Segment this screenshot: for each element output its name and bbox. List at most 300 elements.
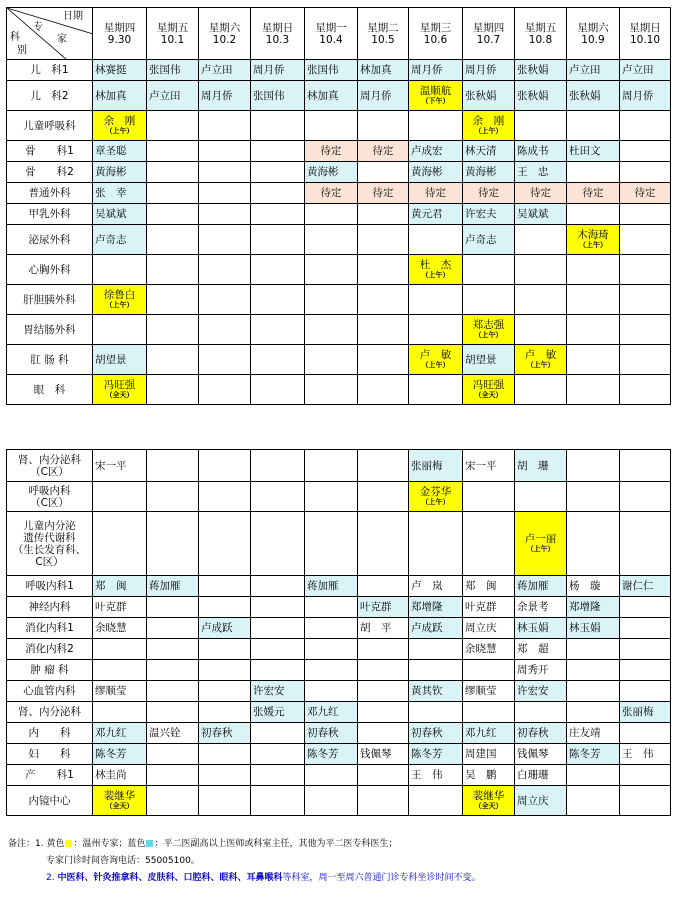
schedule-cell <box>251 204 305 225</box>
schedule-cell <box>567 60 620 81</box>
schedule-cell <box>305 81 358 111</box>
schedule-cell <box>409 225 463 255</box>
schedule-cell <box>463 618 515 639</box>
schedule-cell <box>199 255 251 285</box>
schedule-row <box>7 450 671 482</box>
schedule-cell <box>251 482 305 512</box>
schedule-cell <box>305 618 358 639</box>
schedule-cell <box>358 285 409 315</box>
schedule-cell <box>305 639 358 660</box>
schedule-cell <box>515 81 567 111</box>
schedule-cell <box>409 204 463 225</box>
schedule-cell <box>567 512 620 576</box>
schedule-cell <box>93 111 147 141</box>
schedule-cell <box>567 702 620 723</box>
department-label: 心胸外科 <box>7 255 93 285</box>
schedule-cell <box>93 345 147 375</box>
day-header <box>305 8 358 60</box>
doctor-name: 胡 平 <box>360 622 392 634</box>
schedule-cell <box>199 285 251 315</box>
doctor-name: 宋一平 <box>465 459 497 472</box>
schedule-cell <box>305 597 358 618</box>
schedule-cell <box>147 225 199 255</box>
schedule-cell <box>199 111 251 141</box>
schedule-cell <box>93 597 147 618</box>
schedule-cell <box>567 786 620 816</box>
doctor-name: 黄海彬 <box>465 166 497 178</box>
schedule-cell <box>620 744 671 765</box>
schedule-cell <box>251 660 305 681</box>
schedule-cell <box>620 702 671 723</box>
department-label: 肝胆胰外科 <box>7 285 93 315</box>
doctor-name: 张国伟 <box>307 64 339 76</box>
doctor-name: 郑 闽 <box>465 580 497 592</box>
schedule-row <box>7 255 671 285</box>
schedule-cell <box>620 597 671 618</box>
schedule-cell <box>515 723 567 744</box>
doctor-name: 杨 璇 <box>569 580 601 592</box>
schedule-cell <box>463 765 515 786</box>
doctor-name: 余 刚 <box>103 115 136 127</box>
schedule-cell <box>147 597 199 618</box>
doctor-name: 宋一平 <box>95 459 127 472</box>
schedule-cell <box>567 183 620 204</box>
schedule-cell <box>515 660 567 681</box>
day-header <box>199 8 251 60</box>
department-label: 神经内科 <box>7 597 93 618</box>
doctor-name: 裴继华 <box>103 790 136 802</box>
schedule-cell <box>251 702 305 723</box>
schedule-cell <box>358 512 409 576</box>
doctor-name: 陈冬芳 <box>95 748 127 760</box>
schedule-cell <box>147 81 199 111</box>
schedule-cell <box>620 285 671 315</box>
schedule-cell <box>620 255 671 285</box>
doctor-name: 陈成书 <box>517 145 549 157</box>
weekday-label: 星期二 <box>367 21 399 34</box>
weekday-label: 星期日 <box>629 21 661 34</box>
schedule-cell <box>251 183 305 204</box>
doctor-name: 胡望景 <box>465 353 497 366</box>
schedule-cell <box>463 225 515 255</box>
doctor-name: 张秋娟 <box>569 89 601 102</box>
session-note: （上午） <box>105 127 134 135</box>
schedule-cell <box>305 786 358 816</box>
doctor-name: 待定 <box>425 187 446 199</box>
schedule-cell <box>199 375 251 405</box>
department-label: 心血管内科 <box>7 681 93 702</box>
schedule-cell <box>199 315 251 345</box>
schedule-cell <box>93 639 147 660</box>
doctor-name: 钱佩琴 <box>517 748 549 760</box>
schedule-row <box>7 786 671 816</box>
doctor-name: 杜 杰 <box>419 259 452 271</box>
schedule-cell <box>305 744 358 765</box>
schedule-cell <box>409 255 463 285</box>
doctor-name: 周月侨 <box>253 64 285 76</box>
notes-depts: 中医科、针灸推拿科、皮肤科、口腔科、眼科、耳鼻喉科 <box>57 873 283 883</box>
session-note: （上午） <box>579 241 607 249</box>
schedule-cell <box>620 81 671 111</box>
doctor-name: 叶克群 <box>360 601 392 613</box>
schedule-cell <box>358 681 409 702</box>
session-note: （上午） <box>474 331 503 339</box>
schedule-cell <box>147 660 199 681</box>
schedule-cell <box>620 618 671 639</box>
schedule-cell <box>199 786 251 816</box>
doctor-name: 吴斌斌 <box>517 208 549 220</box>
schedule-cell <box>409 141 463 162</box>
schedule-cell <box>463 482 515 512</box>
doctor-name: 余晓慧 <box>95 622 127 634</box>
schedule-cell <box>620 60 671 81</box>
schedule-cell <box>251 111 305 141</box>
date-label: 10.10 <box>629 33 661 46</box>
doctor-name: 待定 <box>320 145 342 157</box>
schedule-row <box>7 660 671 681</box>
schedule-cell <box>409 597 463 618</box>
schedule-row <box>7 60 671 81</box>
doctor-name: 林圭尚 <box>95 769 127 781</box>
schedule-row <box>7 482 671 512</box>
schedule-cell <box>147 576 199 597</box>
schedule-cell <box>620 723 671 744</box>
blue-swatch <box>146 840 153 847</box>
doctor-name: 郑增隆 <box>569 601 601 613</box>
doctor-name: 周立庆 <box>517 794 549 807</box>
department-label: 妇 科 <box>7 744 93 765</box>
doctor-name: 郑 超 <box>517 643 549 655</box>
schedule-cell <box>567 681 620 702</box>
schedule-cell <box>567 744 620 765</box>
schedule-cell <box>147 162 199 183</box>
schedule-cell <box>515 183 567 204</box>
doctor-name: 周建国 <box>465 748 497 760</box>
schedule-row <box>7 597 671 618</box>
schedule-cell <box>305 681 358 702</box>
date-label: 10.8 <box>528 33 553 46</box>
doctor-name: 卢成跃 <box>201 622 233 634</box>
schedule-cell <box>567 81 620 111</box>
schedule-cell <box>463 255 515 285</box>
schedule-cell <box>251 315 305 345</box>
schedule-cell <box>409 744 463 765</box>
doctor-name: 邓九红 <box>465 727 497 739</box>
schedule-cell <box>567 482 620 512</box>
schedule-row <box>7 681 671 702</box>
schedule-cell <box>567 285 620 315</box>
doctor-name: 张丽梅 <box>622 706 654 718</box>
department-label: 泌尿外科 <box>7 225 93 255</box>
schedule-cell <box>199 597 251 618</box>
schedule-cell <box>93 81 147 111</box>
doctor-name: 林加真 <box>95 89 127 102</box>
schedule-row <box>7 111 671 141</box>
doctor-name: 张秋娟 <box>517 64 549 76</box>
doctor-name: 周月侨 <box>622 89 654 102</box>
schedule-cell <box>358 345 409 375</box>
date-label: 10.5 <box>371 33 395 46</box>
schedule-cell <box>567 141 620 162</box>
schedule-cell <box>358 315 409 345</box>
schedule-cell <box>305 512 358 576</box>
schedule-cell <box>567 315 620 345</box>
schedule-cell <box>515 702 567 723</box>
schedule-cell <box>463 285 515 315</box>
schedule-cell <box>358 60 409 81</box>
schedule-row <box>7 512 671 576</box>
doctor-name: 待定 <box>320 187 342 199</box>
doctor-name: 待定 <box>478 187 499 199</box>
doctor-name: 章圣聪 <box>95 145 127 157</box>
schedule-cell <box>199 660 251 681</box>
schedule-cell <box>463 639 515 660</box>
schedule-row <box>7 141 671 162</box>
department-label: 肿 瘤 科 <box>7 660 93 681</box>
doctor-name: 钱佩琴 <box>360 748 392 760</box>
date-label: 10.9 <box>581 33 605 46</box>
schedule-cell <box>409 450 463 482</box>
yellow-swatch <box>65 840 72 847</box>
schedule-cell <box>199 81 251 111</box>
schedule-row <box>7 618 671 639</box>
weekday-label: 星期日 <box>261 21 294 34</box>
schedule-cell <box>463 702 515 723</box>
schedule-cell <box>305 482 358 512</box>
day-header <box>147 8 199 60</box>
schedule-cell <box>620 660 671 681</box>
schedule-cell <box>358 204 409 225</box>
doctor-name: 白珊珊 <box>517 769 549 781</box>
schedule-cell <box>251 375 305 405</box>
schedule-row <box>7 639 671 660</box>
schedule-cell <box>358 183 409 204</box>
schedule-cell <box>251 255 305 285</box>
doctor-name: 叶克群 <box>95 601 127 613</box>
schedule-cell <box>305 255 358 285</box>
doctor-name: 缪顺莹 <box>95 685 127 697</box>
schedule-cell <box>147 512 199 576</box>
schedule-row <box>7 285 671 315</box>
doctor-name: 卢 岚 <box>411 580 443 592</box>
doctor-name: 卢一丽 <box>524 533 557 545</box>
doctor-name: 温兴铨 <box>149 727 181 739</box>
schedule-cell <box>409 111 463 141</box>
schedule-cell <box>620 786 671 816</box>
doctor-name: 陈冬芳 <box>569 748 601 760</box>
doctor-name: 王 伟 <box>622 748 654 760</box>
schedule-cell <box>93 285 147 315</box>
schedule-cell <box>147 450 199 482</box>
schedule-cell <box>620 162 671 183</box>
schedule-cell <box>515 111 567 141</box>
schedule-cell <box>463 204 515 225</box>
schedule-cell <box>147 681 199 702</box>
schedule-cell <box>463 183 515 204</box>
schedule-cell <box>567 162 620 183</box>
doctor-name: 木海琦 <box>577 229 609 241</box>
schedule-cell <box>93 723 147 744</box>
schedule-cell <box>463 111 515 141</box>
schedule-cell <box>620 576 671 597</box>
schedule-cell <box>515 345 567 375</box>
schedule-cell <box>147 786 199 816</box>
schedule-cell <box>463 681 515 702</box>
notes-prefix: 备注：1. 黄色 <box>8 839 65 849</box>
schedule-cell <box>515 597 567 618</box>
doctor-name: 黄海彬 <box>307 166 339 178</box>
department-label: 儿 科2 <box>7 81 93 111</box>
schedule-cell <box>358 225 409 255</box>
schedule-cell <box>463 597 515 618</box>
schedule-cell <box>251 786 305 816</box>
schedule-cell <box>199 141 251 162</box>
department-label: 消化内科1 <box>7 618 93 639</box>
session-note: （上午） <box>105 301 134 309</box>
schedule-cell <box>251 81 305 111</box>
schedule-cell <box>93 204 147 225</box>
schedule-cell <box>567 618 620 639</box>
schedule-cell <box>93 786 147 816</box>
doctor-name: 杜田文 <box>569 145 601 157</box>
session-note: （上午） <box>421 498 450 506</box>
schedule-row <box>7 204 671 225</box>
session-note: （上午） <box>474 127 503 135</box>
doctor-name: 待定 <box>530 187 551 199</box>
doctor-name: 林玉娟 <box>569 622 601 634</box>
schedule-cell <box>199 204 251 225</box>
schedule-cell <box>305 660 358 681</box>
schedule-cell <box>358 597 409 618</box>
weekday-label: 星期五 <box>156 21 189 34</box>
schedule-cell <box>567 204 620 225</box>
schedule-cell <box>515 639 567 660</box>
schedule-cell <box>620 482 671 512</box>
session-note: （上午） <box>526 545 555 553</box>
doctor-name: 陈冬芳 <box>307 748 339 760</box>
schedule-cell <box>93 702 147 723</box>
notes-phone-line: 专家门诊时间咨询电话：55005100。 <box>46 856 200 866</box>
schedule-cell <box>251 597 305 618</box>
schedule-cell <box>147 285 199 315</box>
schedule-cell <box>620 765 671 786</box>
schedule-cell <box>463 315 515 345</box>
department-label: 肾、内分泌科 <box>7 702 93 723</box>
schedule-cell <box>409 512 463 576</box>
doctor-name: 郑志强 <box>472 319 505 331</box>
schedule-row <box>7 162 671 183</box>
session-note: （全天） <box>105 391 134 399</box>
notes-yellow-label: ：温州专家；蓝色 <box>73 839 146 849</box>
date-label: 10.2 <box>212 33 237 46</box>
schedule-cell <box>147 255 199 285</box>
schedule-cell <box>305 204 358 225</box>
date-label: 10.3 <box>265 33 290 46</box>
schedule-cell <box>93 315 147 345</box>
doctor-name: 待定 <box>634 187 656 199</box>
schedule-row <box>7 345 671 375</box>
session-note: （上午） <box>421 361 450 369</box>
schedule-cell <box>515 315 567 345</box>
doctor-name: 庄友靖 <box>569 727 601 739</box>
schedule-cell <box>620 681 671 702</box>
schedule-cell <box>515 141 567 162</box>
doctor-name: 谢仁仁 <box>622 580 654 592</box>
doctor-name: 张国伟 <box>149 64 181 76</box>
doctor-name: 张媛元 <box>253 706 285 718</box>
doctor-name: 卢立田 <box>622 64 654 76</box>
department-label: 甲乳外科 <box>7 204 93 225</box>
doctor-name: 张秋娟 <box>465 89 497 102</box>
doctor-name: 卢奇志 <box>95 233 127 246</box>
schedule-cell <box>620 225 671 255</box>
schedule-cell <box>251 162 305 183</box>
schedule-cell <box>199 162 251 183</box>
schedule-cell <box>515 576 567 597</box>
doctor-name: 卢 敏 <box>524 349 557 361</box>
schedule-cell <box>620 141 671 162</box>
schedule-cell <box>199 702 251 723</box>
corner-date-label: 日期 <box>63 11 83 22</box>
schedule-cell <box>409 702 463 723</box>
doctor-name: 邓九红 <box>95 727 127 739</box>
weekday-label: 星期六 <box>577 21 609 34</box>
schedule-cell <box>515 512 567 576</box>
schedule-cell <box>147 315 199 345</box>
schedule-cell <box>199 744 251 765</box>
date-label: 10.4 <box>319 33 343 46</box>
schedule-cell <box>358 786 409 816</box>
corner-dept-label-2: 别 <box>17 45 27 56</box>
department-label: 儿 科1 <box>7 60 93 81</box>
schedule-cell <box>358 618 409 639</box>
schedule-cell <box>515 255 567 285</box>
doctor-name: 陈冬芳 <box>411 748 443 760</box>
date-label: 10.6 <box>423 33 448 46</box>
schedule-cell <box>251 450 305 482</box>
schedule-cell <box>409 723 463 744</box>
schedule-cell <box>93 618 147 639</box>
schedule-cell <box>463 660 515 681</box>
schedule-row <box>7 723 671 744</box>
doctor-name: 林赛挺 <box>95 64 127 76</box>
doctor-name: 卢立田 <box>569 64 601 76</box>
weekday-label: 星期四 <box>472 21 505 34</box>
schedule-cell <box>199 681 251 702</box>
schedule-cell <box>93 482 147 512</box>
doctor-name: 周秀开 <box>517 664 549 676</box>
doctor-name: 裴继华 <box>472 790 505 802</box>
session-note: （下午） <box>421 97 450 105</box>
schedule-cell <box>305 285 358 315</box>
schedule-cell <box>147 375 199 405</box>
doctor-name: 冯旺强 <box>103 379 136 391</box>
schedule-cell <box>515 681 567 702</box>
schedule-cell <box>251 345 305 375</box>
schedule-cell <box>409 81 463 111</box>
doctor-name: 初春秋 <box>307 727 339 739</box>
schedule-cell <box>251 765 305 786</box>
schedule-row <box>7 702 671 723</box>
day-header <box>567 8 620 60</box>
schedule-row <box>7 315 671 345</box>
day-header <box>358 8 409 60</box>
schedule-cell <box>567 450 620 482</box>
schedule-cell <box>305 450 358 482</box>
doctor-name: 蒋加雁 <box>517 580 549 592</box>
schedule-cell <box>358 660 409 681</box>
session-note: （全天） <box>105 802 134 810</box>
